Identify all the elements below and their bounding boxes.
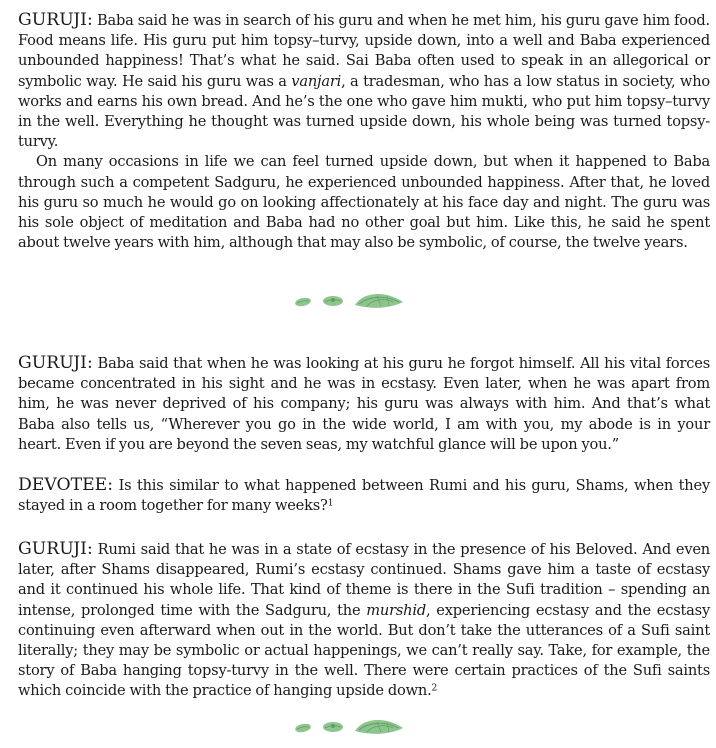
speaker-label: GURUJI: xyxy=(18,10,93,30)
paragraph: GURUJI: Baba said that when he was looking at his guru he forgot himself. All his vital forces became concentrated in his sight and he was in ecstasy. Even later, when he was apart from him, he was never deprived of his company; his guru was always with him. And that’s what Baba also tells us, “Wherever you go in the wide world, I am with you, my abode is in your heart. Even if you are beyond the seven seas, my watchful glance will be upon you.” xyxy=(18,353,710,453)
leaf-ornament-icon xyxy=(293,716,411,738)
footnote-ref-2: 2 xyxy=(431,683,438,694)
speaker-label: GURUJI: xyxy=(18,539,93,559)
leaf-ornament-icon xyxy=(293,290,411,312)
paragraph: GURUJI: Baba said he was in search of his guru and when he met him, his guru gave him food. Food means life. His guru put him topsy–turvy, upside down, into a well and Baba experienced unbounded happiness! That’s what he said. Sai Baba often used to speak in an allegorical or symbolic way. He said his guru was a vanjari, a tradesman, who has a low status in society, who works and earns his own bread. And he’s the one who gave him mukti, who put him topsy–turvy in the well. Everything he thought was turned upside down, his whole being was turned topsy-turvy. xyxy=(18,10,710,151)
footnote-ref-1: 1 xyxy=(327,498,334,509)
speaker-label: GURUJI: xyxy=(18,353,93,373)
term-murshid: murshid xyxy=(366,601,426,619)
term-vanjari: vanjari xyxy=(291,72,342,90)
guruji-passage-2 xyxy=(18,353,710,455)
paragraph: On many occasions in life we can feel turned upside down, but when it happened to Baba through such a competent Sadguru, he experienced unbounded happiness. After that, he loved his guru so much he would go on looking affectionately at his face day and night. The guru was his sole object of meditation and Baba had no other goal but him. Like this, he said he spent about twelve years with him, although that may also be symbolic, of course, the twelve years. xyxy=(18,153,710,252)
guruji-passage-1 xyxy=(18,10,710,253)
devotee-question xyxy=(18,475,710,516)
speaker-label: DEVOTEE: xyxy=(18,475,114,495)
paragraph: GURUJI: Rumi said that he was in a state of ecstasy in the presence of his Beloved. And even later, after Shams disappeared, Rumi’s ecstasy continued. Shams gave him a taste of ecstasy and it continued his whole life. That kind of theme is there in the Sufi tradition – spending an intense, prolonged time with the Sadguru, the murshid, experiencing ecstasy and the ecstasy continuing even afterward when out in the world. But don’t take the utterances of a Sufi saint literally; they may be symbolic or actual happenings, we can’t really say. Take, for example, the story of Baba hanging topsy-turvy in the well. There were certain practices of the Sufi saints which coincide with the practice of hanging upside down.$^2$ xyxy=(18,539,710,700)
guruji-passage-3 xyxy=(18,539,710,702)
paragraph: DEVOTEE: Is this similar to what happened between Rumi and his guru, Shams, when they stayed in a room together for many weeks?$^1$ xyxy=(18,475,710,515)
